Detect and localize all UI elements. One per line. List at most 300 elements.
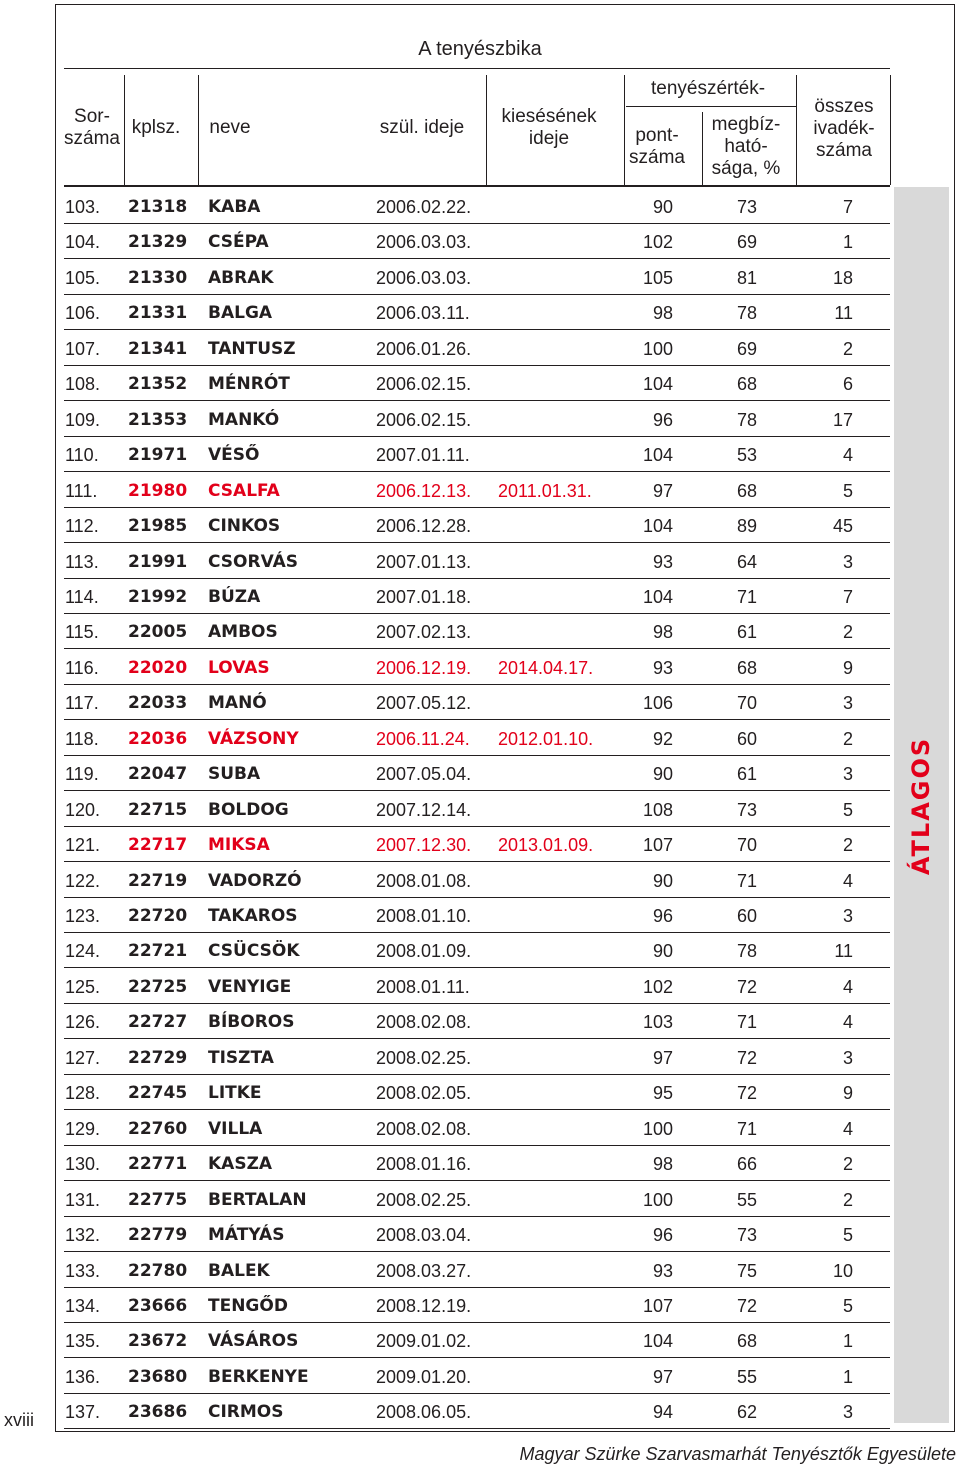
row-name: TISZTA bbox=[208, 1047, 274, 1068]
row-offspring: 45 bbox=[832, 516, 853, 537]
row-offspring: 7 bbox=[842, 586, 853, 607]
row-points: 100 bbox=[642, 338, 673, 359]
row-reliability: 89 bbox=[736, 516, 757, 537]
row-birth-date: 2008.03.27. bbox=[376, 1260, 472, 1281]
table-row bbox=[64, 331, 890, 366]
row-points: 93 bbox=[652, 1260, 673, 1281]
table-row bbox=[64, 1004, 890, 1039]
table-row bbox=[64, 756, 890, 791]
row-kplsz: 22779 bbox=[128, 1225, 188, 1246]
table-row bbox=[64, 1111, 890, 1146]
row-number: 118. bbox=[65, 728, 99, 749]
row-name: VÁSÁROS bbox=[208, 1331, 299, 1352]
row-birth-date: 2008.01.11. bbox=[376, 976, 470, 997]
row-number: 127. bbox=[65, 1047, 101, 1068]
row-kplsz: 23672 bbox=[128, 1331, 188, 1352]
row-reliability: 68 bbox=[736, 657, 757, 678]
row-number: 117. bbox=[65, 693, 99, 714]
row-points: 96 bbox=[652, 906, 673, 926]
header-szul-ideje: szül. ideje bbox=[379, 117, 465, 138]
header-megbizhatosaga: megbíz- ható- sága, % bbox=[711, 114, 781, 179]
page-number: xviii bbox=[4, 1410, 34, 1430]
row-kplsz: 22719 bbox=[128, 870, 188, 891]
row-birth-date: 2006.02.15. bbox=[376, 409, 472, 430]
row-number: 121. bbox=[65, 835, 101, 856]
row-number: 134. bbox=[65, 1295, 101, 1316]
row-kplsz: 22721 bbox=[128, 941, 188, 962]
row-birth-date: 2007.12.14. bbox=[376, 799, 472, 820]
row-reliability: 75 bbox=[736, 1260, 757, 1281]
row-kplsz: 22033 bbox=[128, 693, 188, 714]
row-name: KASZA bbox=[208, 1154, 273, 1175]
row-birth-date: 2006.12.19. bbox=[376, 657, 472, 678]
row-name: CIRMOS bbox=[208, 1402, 284, 1423]
row-reliability: 72 bbox=[736, 1295, 757, 1316]
row-reliability: 78 bbox=[736, 941, 757, 962]
row-offspring: 2 bbox=[842, 728, 853, 749]
row-number: 120. bbox=[65, 799, 101, 820]
row-birth-date: 2008.01.10. bbox=[376, 906, 472, 926]
row-offspring: 18 bbox=[832, 267, 853, 288]
table-row bbox=[64, 508, 890, 543]
row-points: 103 bbox=[642, 1012, 673, 1033]
row-points: 100 bbox=[642, 1118, 673, 1139]
header-divider bbox=[702, 112, 703, 185]
row-number: 135. bbox=[65, 1331, 101, 1352]
row-points: 90 bbox=[652, 764, 673, 785]
row-name: BALGA bbox=[208, 303, 273, 324]
row-kplsz: 21329 bbox=[128, 232, 188, 253]
row-offspring: 2 bbox=[842, 1189, 853, 1210]
row-birth-date: 2006.12.13. bbox=[376, 480, 472, 501]
row-birth-date: 2008.06.05. bbox=[376, 1402, 472, 1423]
row-number: 106. bbox=[65, 303, 101, 324]
row-reliability: 62 bbox=[736, 1402, 757, 1423]
row-number: 128. bbox=[65, 1083, 101, 1104]
row-reliability: 71 bbox=[736, 870, 757, 891]
row-birth-date: 2007.01.13. bbox=[376, 551, 472, 572]
header-top-rule bbox=[64, 68, 890, 69]
row-reliability: 72 bbox=[736, 976, 757, 997]
row-name: BOLDOG bbox=[208, 799, 289, 820]
row-name: AMBOS bbox=[208, 622, 278, 643]
row-birth-date: 2009.01.20. bbox=[376, 1366, 472, 1387]
row-birth-date: 2008.03.04. bbox=[376, 1225, 472, 1246]
row-kplsz: 22720 bbox=[128, 906, 188, 926]
row-name: VENYIGE bbox=[208, 976, 292, 997]
header-divider bbox=[124, 75, 125, 185]
row-name: CSÉPA bbox=[208, 232, 269, 253]
row-kplsz: 22047 bbox=[128, 764, 188, 785]
row-name: CSÜCSÖK bbox=[208, 941, 300, 962]
row-reliability: 55 bbox=[736, 1189, 757, 1210]
row-reliability: 68 bbox=[736, 374, 757, 395]
row-name: VILLA bbox=[208, 1118, 263, 1139]
row-number: 126. bbox=[65, 1012, 101, 1033]
row-number: 103. bbox=[65, 197, 101, 217]
row-offspring: 3 bbox=[842, 1047, 853, 1068]
header-divider bbox=[890, 75, 891, 185]
row-number: 124. bbox=[65, 941, 101, 962]
row-exit-date: 2011.01.31. bbox=[498, 480, 592, 501]
header-kplsz: kplsz. bbox=[131, 117, 181, 138]
row-birth-date: 2007.01.11. bbox=[376, 445, 470, 466]
row-name: KABA bbox=[208, 197, 261, 217]
row-birth-date: 2008.01.08. bbox=[376, 870, 472, 891]
row-points: 93 bbox=[652, 551, 673, 572]
row-points: 104 bbox=[642, 445, 673, 466]
row-name: TENGŐD bbox=[208, 1295, 288, 1316]
row-points: 92 bbox=[652, 728, 673, 749]
row-offspring: 5 bbox=[842, 1295, 853, 1316]
row-kplsz: 22020 bbox=[128, 657, 188, 678]
row-kplsz: 21971 bbox=[128, 445, 188, 466]
row-offspring: 4 bbox=[842, 445, 853, 466]
row-reliability: 55 bbox=[736, 1366, 757, 1387]
row-reliability: 81 bbox=[736, 267, 757, 288]
row-kplsz: 21980 bbox=[128, 480, 188, 501]
row-number: 105. bbox=[65, 267, 101, 288]
row-kplsz: 22780 bbox=[128, 1260, 188, 1281]
row-points: 98 bbox=[652, 622, 673, 643]
table-row bbox=[64, 1040, 890, 1075]
header-divider bbox=[624, 75, 625, 185]
row-points: 96 bbox=[652, 1225, 673, 1246]
header-divider bbox=[198, 75, 199, 185]
header-divider bbox=[796, 75, 797, 185]
row-kplsz: 21985 bbox=[128, 516, 188, 537]
row-name: MANKÓ bbox=[208, 409, 280, 430]
row-birth-date: 2007.02.13. bbox=[376, 622, 472, 643]
footer-publisher: Magyar Szürke Szarvasmarhát Tenyésztők Egyesülete bbox=[519, 1444, 956, 1464]
row-name: LITKE bbox=[208, 1083, 262, 1104]
row-kplsz: 22725 bbox=[128, 976, 188, 997]
row-birth-date: 2007.12.30. bbox=[376, 835, 472, 856]
row-exit-date: 2014.04.17. bbox=[498, 657, 594, 678]
row-name: BALEK bbox=[208, 1260, 270, 1281]
row-birth-date: 2006.11.24. bbox=[376, 728, 470, 749]
row-name: CINKOS bbox=[208, 516, 281, 537]
row-offspring: 17 bbox=[832, 409, 853, 430]
row-offspring: 5 bbox=[842, 480, 853, 501]
row-points: 100 bbox=[642, 1189, 673, 1210]
row-kplsz: 23680 bbox=[128, 1366, 188, 1387]
table-row bbox=[64, 402, 890, 437]
average-side-label: ÁTLAGOS bbox=[907, 736, 935, 876]
row-offspring: 2 bbox=[842, 1154, 853, 1175]
row-kplsz: 22745 bbox=[128, 1083, 188, 1104]
row-offspring: 2 bbox=[842, 835, 853, 856]
row-name: ABRAK bbox=[208, 267, 274, 288]
table-row bbox=[64, 614, 890, 649]
table-row bbox=[64, 224, 890, 259]
row-kplsz: 22715 bbox=[128, 799, 188, 820]
row-reliability: 72 bbox=[736, 1047, 757, 1068]
row-reliability: 60 bbox=[736, 728, 757, 749]
row-number: 137. bbox=[65, 1402, 101, 1423]
row-birth-date: 2006.03.03. bbox=[376, 232, 472, 253]
row-birth-date: 2008.02.05. bbox=[376, 1083, 472, 1104]
header-bottom-rule bbox=[64, 185, 890, 187]
row-exit-date: 2012.01.10. bbox=[498, 728, 594, 749]
row-number: 110. bbox=[65, 445, 99, 466]
row-birth-date: 2006.12.28. bbox=[376, 516, 472, 537]
row-offspring: 1 bbox=[842, 232, 853, 253]
row-birth-date: 2006.02.22. bbox=[376, 197, 472, 217]
row-kplsz: 21992 bbox=[128, 586, 188, 607]
row-reliability: 69 bbox=[736, 232, 757, 253]
row-kplsz: 23666 bbox=[128, 1295, 188, 1316]
row-kplsz: 23686 bbox=[128, 1402, 188, 1423]
row-number: 130. bbox=[65, 1154, 101, 1175]
header-osszes-ivadek: összes ivadék- száma bbox=[813, 96, 875, 161]
row-kplsz: 21352 bbox=[128, 374, 188, 395]
row-name: VÁZSONY bbox=[208, 728, 299, 749]
row-name: BÍBOROS bbox=[208, 1012, 295, 1033]
row-points: 102 bbox=[642, 232, 673, 253]
row-reliability: 61 bbox=[736, 622, 757, 643]
row-name: VÉSŐ bbox=[208, 445, 260, 466]
row-points: 94 bbox=[652, 1402, 673, 1423]
row-points: 107 bbox=[642, 835, 673, 856]
row-reliability: 70 bbox=[736, 693, 757, 714]
row-kplsz: 21991 bbox=[128, 551, 188, 572]
row-kplsz: 21318 bbox=[128, 197, 188, 217]
row-exit-date: 2013.01.09. bbox=[498, 835, 594, 856]
row-offspring: 3 bbox=[842, 906, 853, 926]
table-row bbox=[64, 1394, 890, 1429]
row-name: BERKENYE bbox=[208, 1366, 309, 1387]
row-name: CSALFA bbox=[208, 480, 280, 501]
table-row bbox=[64, 898, 890, 933]
row-offspring: 5 bbox=[842, 1225, 853, 1246]
table-row bbox=[64, 969, 890, 1004]
row-offspring: 1 bbox=[842, 1331, 853, 1352]
table-row bbox=[64, 1146, 890, 1181]
row-offspring: 3 bbox=[842, 551, 853, 572]
row-points: 96 bbox=[652, 409, 673, 430]
table-row bbox=[64, 1217, 890, 1252]
row-reliability: 71 bbox=[736, 586, 757, 607]
row-kplsz: 22760 bbox=[128, 1118, 188, 1139]
table-row bbox=[64, 1288, 890, 1323]
row-number: 104. bbox=[65, 232, 101, 253]
row-points: 98 bbox=[652, 303, 673, 324]
row-offspring: 5 bbox=[842, 799, 853, 820]
row-offspring: 9 bbox=[842, 1083, 853, 1104]
row-reliability: 78 bbox=[736, 409, 757, 430]
table-row bbox=[64, 1323, 890, 1358]
row-points: 107 bbox=[642, 1295, 673, 1316]
row-points: 108 bbox=[642, 799, 673, 820]
row-number: 123. bbox=[65, 906, 101, 926]
row-birth-date: 2007.05.12. bbox=[376, 693, 472, 714]
row-number: 108. bbox=[65, 374, 101, 395]
row-birth-date: 2008.02.08. bbox=[376, 1012, 472, 1033]
row-offspring: 3 bbox=[842, 693, 853, 714]
row-birth-date: 2008.01.09. bbox=[376, 941, 472, 962]
row-name: BERTALAN bbox=[208, 1189, 307, 1210]
row-birth-date: 2006.02.15. bbox=[376, 374, 472, 395]
row-offspring: 3 bbox=[842, 1402, 853, 1423]
row-reliability: 69 bbox=[736, 338, 757, 359]
row-reliability: 61 bbox=[736, 764, 757, 785]
table-row bbox=[64, 685, 890, 720]
row-name: MÁTYÁS bbox=[208, 1225, 285, 1246]
row-points: 90 bbox=[652, 941, 673, 962]
row-reliability: 70 bbox=[736, 835, 757, 856]
row-offspring: 9 bbox=[842, 657, 853, 678]
row-number: 112. bbox=[65, 516, 99, 537]
row-reliability: 78 bbox=[736, 303, 757, 324]
row-name: MIKSA bbox=[208, 835, 270, 856]
table-row bbox=[64, 933, 890, 968]
row-number: 116. bbox=[65, 657, 99, 678]
table-row bbox=[64, 189, 890, 224]
row-birth-date: 2007.05.04. bbox=[376, 764, 472, 785]
row-birth-date: 2006.03.11. bbox=[376, 303, 470, 324]
table-title: A tenyészbika bbox=[418, 38, 542, 60]
row-number: 113. bbox=[65, 551, 99, 572]
table-row bbox=[64, 473, 890, 508]
row-reliability: 64 bbox=[736, 551, 757, 572]
table-row bbox=[64, 863, 890, 898]
row-points: 104 bbox=[642, 516, 673, 537]
table-row bbox=[64, 1075, 890, 1110]
header-sub-rule bbox=[626, 106, 796, 107]
table-row bbox=[64, 827, 890, 862]
row-points: 102 bbox=[642, 976, 673, 997]
row-offspring: 4 bbox=[842, 976, 853, 997]
row-number: 132. bbox=[65, 1225, 101, 1246]
row-reliability: 71 bbox=[736, 1118, 757, 1139]
row-number: 107. bbox=[65, 338, 101, 359]
row-number: 131. bbox=[65, 1189, 101, 1210]
row-kplsz: 21353 bbox=[128, 409, 188, 430]
table-row bbox=[64, 650, 890, 685]
row-points: 97 bbox=[652, 1366, 673, 1387]
row-birth-date: 2008.01.16. bbox=[376, 1154, 472, 1175]
row-number: 114. bbox=[65, 586, 99, 607]
row-points: 97 bbox=[652, 1047, 673, 1068]
row-birth-date: 2008.02.08. bbox=[376, 1118, 472, 1139]
row-number: 133. bbox=[65, 1260, 101, 1281]
row-name: SUBA bbox=[208, 764, 261, 785]
row-offspring: 1 bbox=[842, 1366, 853, 1387]
row-name: TAKAROS bbox=[208, 906, 298, 926]
table-row bbox=[64, 1182, 890, 1217]
header-tenyeszertek: tenyészérték- bbox=[650, 78, 766, 99]
row-offspring: 4 bbox=[842, 1118, 853, 1139]
row-offspring: 2 bbox=[842, 338, 853, 359]
row-reliability: 73 bbox=[736, 197, 757, 217]
row-kplsz: 21341 bbox=[128, 338, 188, 359]
row-points: 95 bbox=[652, 1083, 673, 1104]
row-kplsz: 22729 bbox=[128, 1047, 188, 1068]
row-offspring: 2 bbox=[842, 622, 853, 643]
row-number: 115. bbox=[65, 622, 99, 643]
row-offspring: 6 bbox=[842, 374, 853, 395]
header-divider bbox=[486, 75, 487, 185]
row-points: 90 bbox=[652, 197, 673, 217]
table-row bbox=[64, 544, 890, 579]
row-points: 93 bbox=[652, 657, 673, 678]
row-points: 97 bbox=[652, 480, 673, 501]
row-birth-date: 2008.02.25. bbox=[376, 1189, 472, 1210]
header-pontszama: pont- száma bbox=[629, 125, 685, 168]
row-kplsz: 22771 bbox=[128, 1154, 188, 1175]
row-reliability: 68 bbox=[736, 1331, 757, 1352]
row-offspring: 4 bbox=[842, 870, 853, 891]
row-name: BÚZA bbox=[208, 586, 261, 607]
row-kplsz: 22775 bbox=[128, 1189, 188, 1210]
row-number: 136. bbox=[65, 1366, 101, 1387]
row-name: LOVAS bbox=[208, 657, 270, 678]
table-row bbox=[64, 721, 890, 756]
row-name: TANTUSZ bbox=[208, 338, 296, 359]
row-kplsz: 22717 bbox=[128, 835, 188, 856]
row-birth-date: 2006.03.03. bbox=[376, 267, 472, 288]
row-offspring: 3 bbox=[842, 764, 853, 785]
row-number: 125. bbox=[65, 976, 101, 997]
row-number: 122. bbox=[65, 870, 101, 891]
row-points: 104 bbox=[642, 586, 673, 607]
row-reliability: 53 bbox=[736, 445, 757, 466]
row-reliability: 71 bbox=[736, 1012, 757, 1033]
table-row bbox=[64, 260, 890, 295]
header-sorszama: Sor- száma bbox=[64, 106, 120, 149]
table-row bbox=[64, 1359, 890, 1394]
row-offspring: 11 bbox=[834, 303, 853, 324]
row-number: 129. bbox=[65, 1118, 101, 1139]
row-points: 106 bbox=[642, 693, 673, 714]
row-number: 119. bbox=[65, 764, 99, 785]
row-kplsz: 22727 bbox=[128, 1012, 188, 1033]
row-kplsz: 22036 bbox=[128, 728, 188, 749]
row-reliability: 73 bbox=[736, 799, 757, 820]
row-offspring: 11 bbox=[834, 941, 853, 962]
row-birth-date: 2008.02.25. bbox=[376, 1047, 472, 1068]
table-row bbox=[64, 295, 890, 330]
row-reliability: 60 bbox=[736, 906, 757, 926]
row-name: MÉNRÓT bbox=[208, 374, 290, 395]
row-number: 111. bbox=[65, 480, 98, 501]
row-points: 105 bbox=[642, 267, 673, 288]
row-points: 104 bbox=[642, 374, 673, 395]
table-row bbox=[64, 366, 890, 401]
row-kplsz: 21331 bbox=[128, 303, 188, 324]
header-neve: neve bbox=[209, 117, 251, 138]
row-reliability: 73 bbox=[736, 1225, 757, 1246]
row-kplsz: 21330 bbox=[128, 267, 188, 288]
row-reliability: 72 bbox=[736, 1083, 757, 1104]
row-birth-date: 2009.01.02. bbox=[376, 1331, 472, 1352]
row-offspring: 10 bbox=[832, 1260, 853, 1281]
table-row bbox=[64, 437, 890, 472]
table-row bbox=[64, 1253, 890, 1288]
row-points: 98 bbox=[652, 1154, 673, 1175]
row-offspring: 4 bbox=[842, 1012, 853, 1033]
row-birth-date: 2008.12.19. bbox=[376, 1295, 472, 1316]
row-name: CSORVÁS bbox=[208, 551, 298, 572]
table-row bbox=[64, 579, 890, 614]
row-offspring: 7 bbox=[842, 197, 853, 217]
row-reliability: 68 bbox=[736, 480, 757, 501]
row-name: VADORZÓ bbox=[208, 870, 302, 891]
row-name: MANÓ bbox=[208, 693, 267, 714]
table-row bbox=[64, 792, 890, 827]
row-birth-date: 2007.01.18. bbox=[376, 586, 472, 607]
